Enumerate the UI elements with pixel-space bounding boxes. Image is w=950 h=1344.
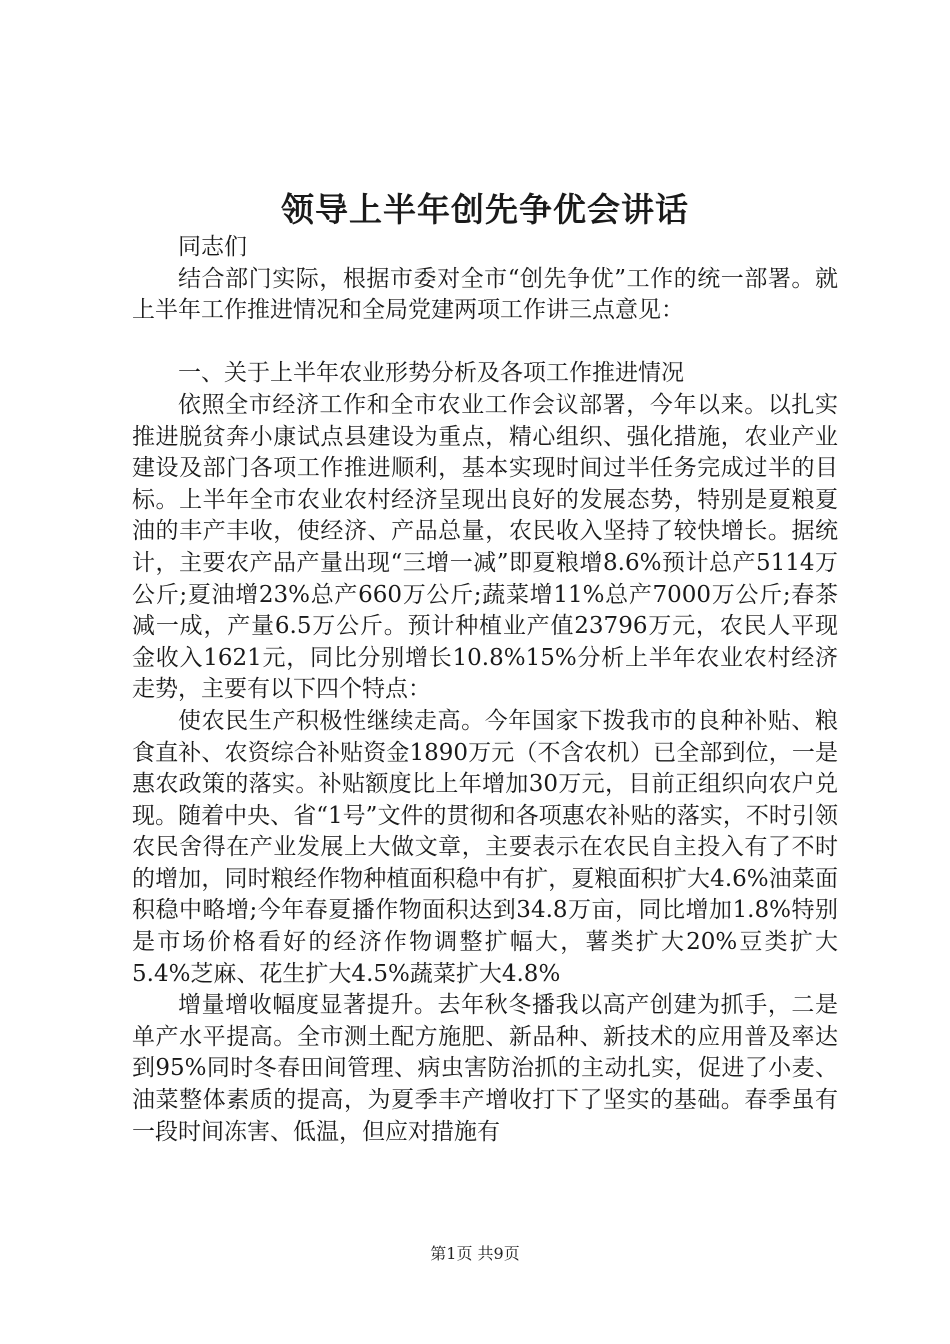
intro-paragraph: 结合部门实际，根据市委对全市“创先争优”工作的统一部署。就上半年工作推进情况和全局党建两项工作讲三点意见： <box>132 265 838 324</box>
document-body <box>132 232 838 1148</box>
body-paragraph: 使农民生产积极性继续走高。今年国家下拨我市的良种补贴、粮食直补、农资综合补贴资金1890万元（不含农机）已全部到位，一是惠农政策的落实。补贴额度比上年增加30万元，目前正组织向农户兑现。随着中央、省“1号”文件的贯彻和各项惠农补贴的落实，不时引领农民舍得在产业发展上大做文章，主要表示在农民自主投入有了不时的增加，同时粮经作物种植面积稳中有扩，夏粮面积扩大4.6%油菜面积稳中略增;今年春夏播作物面积达到34.8万亩，同比增加1.8%特别是市场价格看好的经济作物调整扩幅大，薯类扩大20%豆类扩大5.4%芝麻、花生扩大4.5%蔬菜扩大4.8% <box>132 707 838 987</box>
body-paragraph: 依照全市经济工作和全市农业工作会议部署，今年以来。以扎实推进脱贫奔小康试点县建设为重点，精心组织、强化措施，农业产业建设及部门各项工作推进顺利，基本实现时间过半任务完成过半的目标。上半年全市农业农村经济呈现出良好的发展态势，特别是夏粮夏油的丰产丰收，使经济、产品总量，农民收入坚持了较快增长。据统计，主要农产品产量出现“三增一减”即夏粮增8.6%预计总产5114万公斤;夏油增23%总产660万公斤;蔬菜增11%总产7000万公斤;春茶减一成，产量6.5万公斤。预计种植业产值23796万元，农民人平现金收入1621元，同比分别增长10.8%15%分析上半年农业农村经济走势，主要有以下四个特点： <box>132 391 838 703</box>
blank-line <box>132 327 838 359</box>
document-title: 领导上半年创先争优会讲话 <box>281 190 689 229</box>
body-paragraph: 增量增收幅度显著提升。去年秋冬播我以高产创建为抓手，二是单产水平提高。全市测土配方施肥、新品种、新技术的应用普及率达到95%同时冬春田间管理、病虫害防治抓的主动扎实，促进了小麦、油菜整体素质的提高，为夏季丰产增收打下了坚实的基础。春季虽有一段时间冻害、低温，但应对措施有 <box>132 992 838 1145</box>
page-number-footer: 第1页 共9页 <box>430 1244 520 1263</box>
section-heading: 一、关于上半年农业形势分析及各项工作推进情况 <box>178 360 684 387</box>
salutation: 同志们 <box>178 234 247 260</box>
